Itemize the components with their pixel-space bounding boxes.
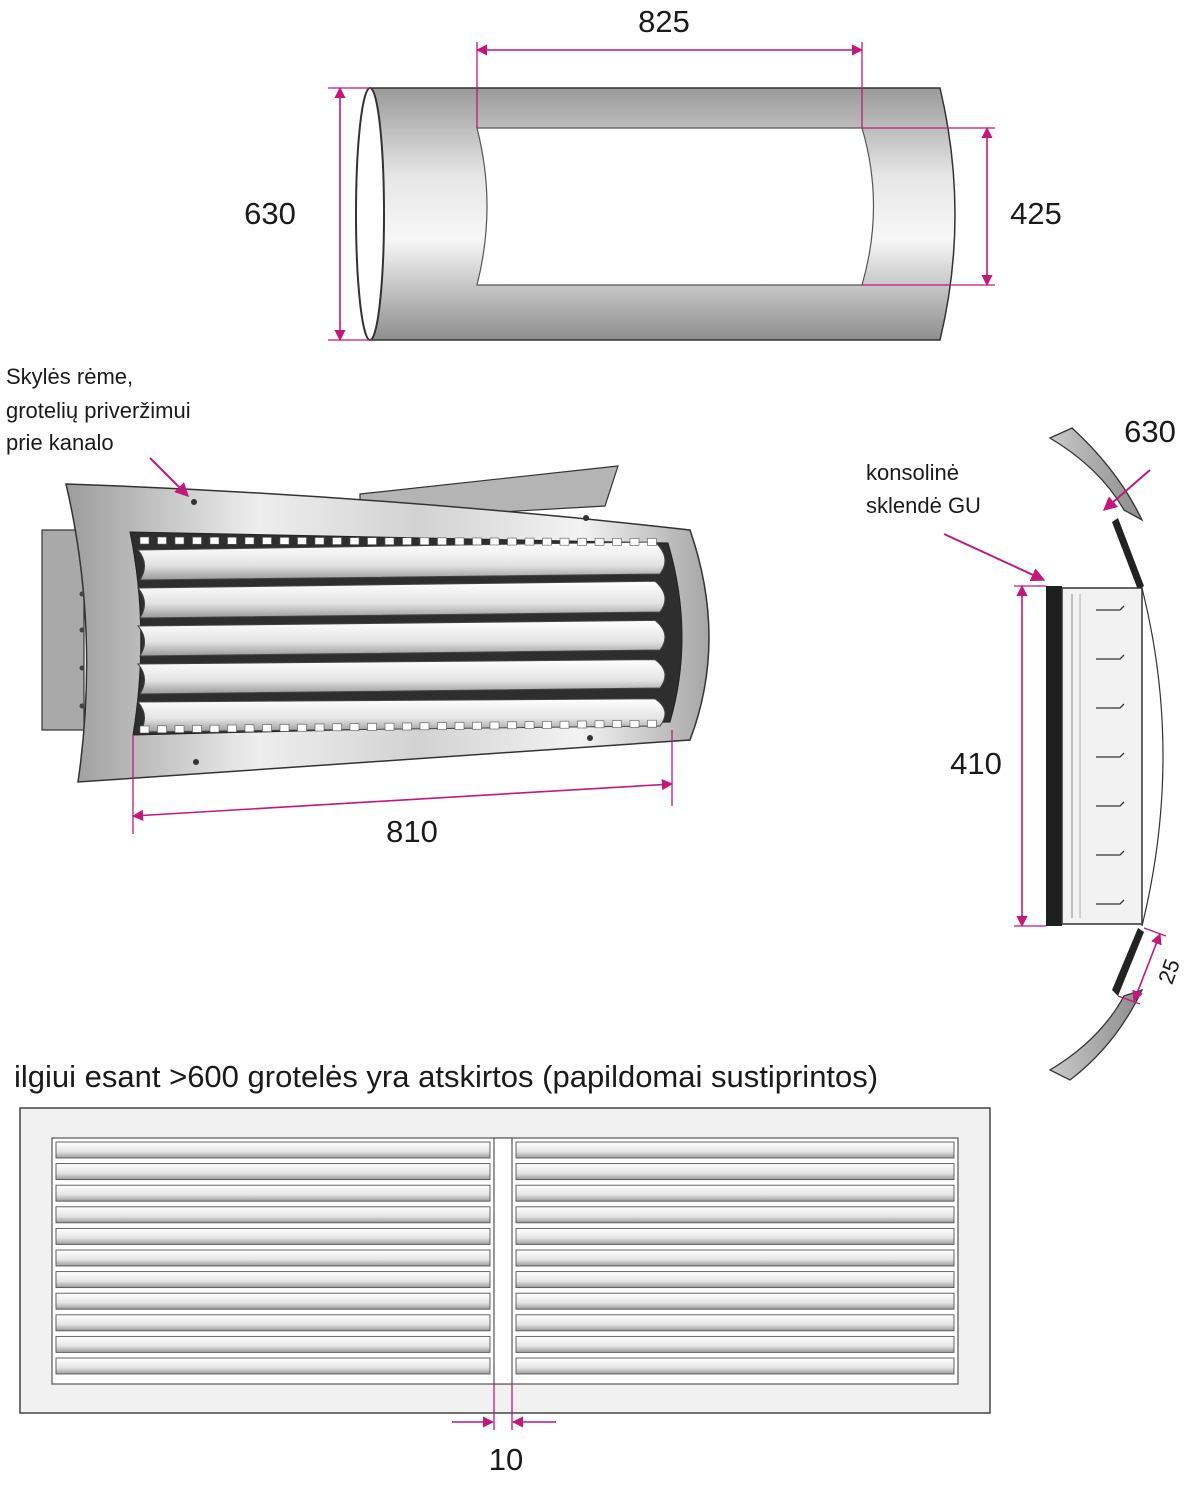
mounting-hole [191,499,197,505]
slat-pivot [508,538,517,545]
slat-pivot [595,721,604,728]
duct-wall-lower [1050,990,1142,1080]
split-slat-right [516,1142,954,1158]
slat-pivot [385,723,394,730]
holes-note-line-3: prie kanalo [6,430,114,455]
slat-pivot [420,538,429,545]
slat-pivot [403,723,412,730]
slat-pivot [613,721,622,728]
mounting-hole [80,592,85,597]
slat-pivot [525,722,534,729]
slat-pivot [403,538,412,545]
split-slat-left [56,1250,490,1266]
section-diameter-label: 630 [1124,414,1176,449]
grille-view [6,364,709,849]
duct-wall-inner [1142,588,1163,926]
slat-pivot [350,724,359,731]
split-slat-left [56,1315,490,1331]
slat-pivot [210,537,219,544]
section-grille-face [1046,586,1062,926]
mounting-hole [587,735,593,741]
mounting-hole [193,759,199,765]
slat-pivot [455,722,464,729]
section-view [866,414,1185,1080]
slat-pivot [438,723,447,730]
slat-pivot [385,538,394,545]
duct-diameter-label: 630 [244,196,296,231]
slat-pivot [560,538,569,545]
slat-pivot [368,723,377,730]
split-slat-right [516,1272,954,1288]
grille-slat [138,660,665,694]
slat-pivot [298,537,307,544]
grille-slat [138,581,665,618]
slat-pivot [578,721,587,728]
slat-pivot [175,537,184,544]
slat-pivot [158,537,167,544]
section-grille-body [1062,588,1142,924]
slat-pivot [560,721,569,728]
damper-flange-upper [1112,518,1144,590]
section-offset-label: 25 [1153,955,1185,988]
split-slat-left [56,1336,490,1352]
holes-note-line-2: grotelių priveržimui [6,398,191,423]
damper-label-line-2: sklendė GU [866,493,981,518]
split-grille-view [14,1059,990,1477]
duct-view [244,4,1062,340]
grille-slats [138,537,665,733]
slat-pivot [263,537,272,544]
slat-pivot [648,538,657,545]
slat-pivot [630,538,639,545]
split-gap-label: 10 [488,1442,524,1477]
mounting-hole [80,666,85,671]
split-slat-left [56,1185,490,1201]
slat-pivot [613,538,622,545]
holes-note-line-1: Skylės rėme, [6,364,134,389]
split-caption: ilgiui esant >600 grotelės yra atskirtos (papildomai sustiprintos) [14,1059,879,1094]
slat-pivot [350,538,359,545]
slat-pivot [508,722,517,729]
slat-pivot [280,537,289,544]
slat-pivot [333,724,342,731]
split-slat-left [56,1164,490,1180]
split-slat-right [516,1228,954,1244]
slat-pivot [490,538,499,545]
damper-label-line-1: konsolinė [866,460,959,485]
split-slat-right [516,1164,954,1180]
mounting-hole [583,515,589,521]
slat-pivot [525,538,534,545]
duct-length-label: 825 [638,4,690,39]
slat-pivot [298,724,307,731]
slat-pivot [578,538,587,545]
opening-height-label: 425 [1010,196,1062,231]
split-divider [494,1138,512,1384]
slat-pivot [228,537,237,544]
slat-pivot [333,538,342,545]
split-slat-right [516,1358,954,1374]
slat-pivot [490,722,499,729]
split-slat-right [516,1207,954,1223]
slat-pivot [473,722,482,729]
slat-pivot [543,721,552,728]
mounting-hole [80,628,85,633]
duct-opening [477,128,874,285]
slat-pivot [630,720,639,727]
grille-slat [138,620,665,656]
slat-pivot [455,538,464,545]
damper-label-arrow [944,534,1044,580]
split-slat-right [516,1336,954,1352]
split-slat-right [516,1315,954,1331]
slat-pivot [193,537,202,544]
slat-pivot [438,538,447,545]
split-slat-right [516,1185,954,1201]
duct-end [356,88,384,340]
slat-pivot [228,725,237,732]
split-slat-left [56,1358,490,1374]
slat-pivot [368,538,377,545]
slat-pivot [315,538,324,545]
split-slat-left [56,1293,490,1309]
section-height-label: 410 [950,746,1002,781]
split-slat-left [56,1272,490,1288]
split-slat-right [516,1250,954,1266]
slat-pivot [210,725,219,732]
slat-pivot [245,725,254,732]
slat-pivot [175,726,184,733]
slat-pivot [140,726,149,733]
slat-pivot [595,538,604,545]
slat-pivot [315,724,324,731]
split-slat-left [56,1228,490,1244]
grille-width-label: 810 [386,814,438,849]
slat-pivot [140,537,149,544]
slat-pivot [245,537,254,544]
grille-back-plate [42,530,84,730]
slat-pivot [543,538,552,545]
mounting-hole [80,704,85,709]
slat-pivot [263,725,272,732]
slat-pivot [420,723,429,730]
split-slat-left [56,1207,490,1223]
split-slat-left [56,1142,490,1158]
slat-pivot [648,720,657,727]
split-slat-right [516,1293,954,1309]
slat-pivot [473,538,482,545]
slat-pivot [193,725,202,732]
slat-pivot [158,726,167,733]
slat-pivot [280,724,289,731]
